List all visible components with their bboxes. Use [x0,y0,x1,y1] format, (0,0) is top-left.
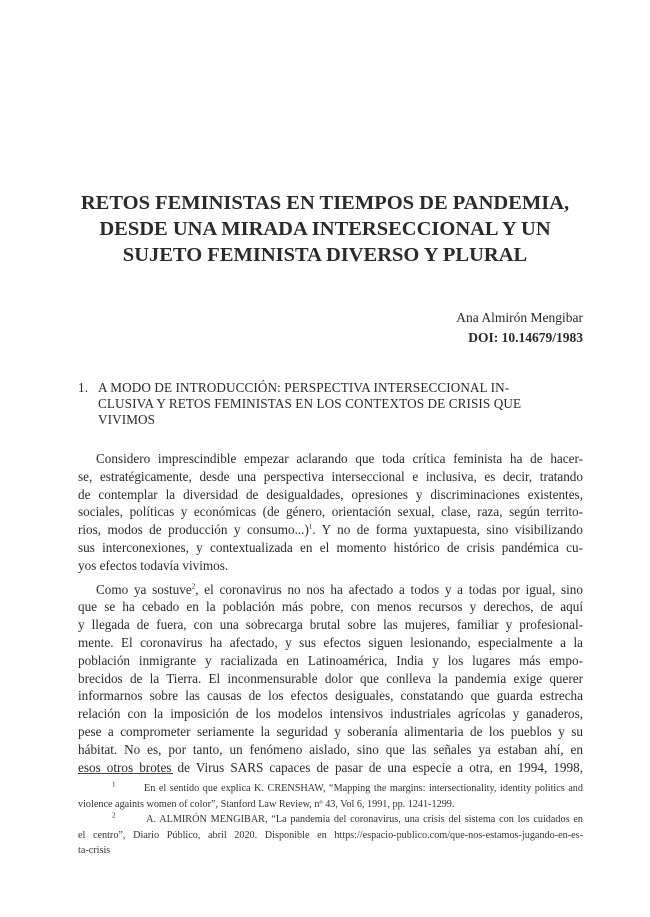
footnote-line: el centro”, Diario Público, abril 2020. Disponible en https://espacio-publico.com/que-nos-estamos-jugando-en-es- [78,829,583,841]
text-run: A. ALMIRÓN MENGIBAR, “La pandemia del coronavirus, una crisis del sistema con los cuidados en [146,814,583,826]
paragraph-line: mente. El coronavirus ha afectado, y sus efectos siguen lesionando, especialmente a la [78,634,583,650]
doi: DOI: 10.14679/1983 [468,330,583,345]
title-line: SUJETO FEMINISTA DIVERSO Y PLURAL [122,244,528,266]
paragraph-line: informarnos sobre las causas de los efectos desiguales, constatando que guarda estrecha [78,688,583,704]
text-run: rios, modos de producción y consumo...) [78,522,309,538]
section-heading-line: VIVIMOS [98,412,156,427]
paragraph-line [78,521,583,539]
section-heading [78,380,583,428]
footnote-marker: 2 [112,812,116,820]
paragraph-line: población inmigrante y racializada en Latinoamérica, India y los lugares más empo- [78,652,583,668]
paragraph-line [78,581,583,599]
text-run: Como ya sostuve [96,581,192,597]
section-number: 1. [78,380,89,395]
text-run: . Y no de forma yuxtapuesta, sino visibilizando [312,522,583,538]
footnote-line [78,812,583,828]
title-line: DESDE UNA MIRADA INTERSECCIONAL Y UN [99,218,551,240]
paragraph-line: yos efectos todavía vivimos. [78,557,229,573]
paragraph-line: brecidos de la Tierra. El inconmensurable dolor que conlleva la pandemia exige querer [78,670,583,686]
paragraph-line: que se ha cebado en la población más pobre, con menos recursos y derechos, de aquí [78,599,583,615]
footnote-line: ta-crisis [78,845,111,857]
paragraph-line: sus interconexiones, y contextualizada en el momento histórico de crisis pandémica cu- [78,539,583,555]
text-run: En el sentido que explica K. CRENSHAW, “Mapping the margins: intersectionality, identity politics and [144,783,583,794]
paragraph-line: esos otros brotes de Virus SARS capaces de pasar de una especie a otra, en 1994, 1998, [78,759,583,775]
footnotes [78,781,583,859]
author-block [456,308,583,348]
body-text [78,450,583,776]
paragraph-line: relación con la imposición de los modelos intensivos industriales agrícolas y ganaderos, [78,706,583,722]
section-heading-line: A MODO DE INTRODUCCIÓN: PERSPECTIVA INTERSECCIONAL IN- [98,380,510,395]
footnote-ref: 1 [308,522,313,531]
footnote-marker: 1 [112,781,116,789]
paragraph-line: Considero imprescindible empezar aclarando que toda crítica feminista ha de hacer- [96,451,583,466]
paragraph-line: pese a comprometer seriamente la seguridad y soberanía alimentaria de los pueblos y su [78,723,583,739]
section-heading-line: CLUSIVA Y RETOS FEMINISTAS EN LOS CONTEXTOS DE CRISIS QUE [98,396,522,411]
paragraph-line: sociales, políticas y económicas (de género, orientación sexual, clase, raza, según territo- [78,504,583,520]
chapter-title [70,190,580,268]
paragraph-line: se, estratégicamente, desde una perspectiva interseccional e inclusiva, es decir, tratando [78,468,583,484]
author-name: Ana Almirón Mengibar [456,310,583,325]
paragraph-line: y llegada de fuera, con una sobrecarga brutal sobre las mujeres, familiar y profesional- [78,617,583,633]
title-line: RETOS FEMINISTAS EN TIEMPOS DE PANDEMIA, [80,192,570,214]
text-run: , el coronavirus no nos ha afectado a todos y a todas por igual, sino [195,581,583,597]
footnote-line: violence againts women of color”, Stanford Law Review, nº 43, Vol 6, 1991, pp. 1241-1299. [78,798,455,810]
footnote-divider [78,773,173,774]
paragraph-line: de contemplar la diversidad de desigualdades, opresiones y discriminaciones existentes, [78,486,583,502]
footnote-ref: 2 [191,582,196,591]
footnote-line [78,781,583,797]
paragraph-line: hábitat. No es, por tanto, un fenómeno aislado, sino que las señales ya estaban ahí, en [78,741,583,757]
